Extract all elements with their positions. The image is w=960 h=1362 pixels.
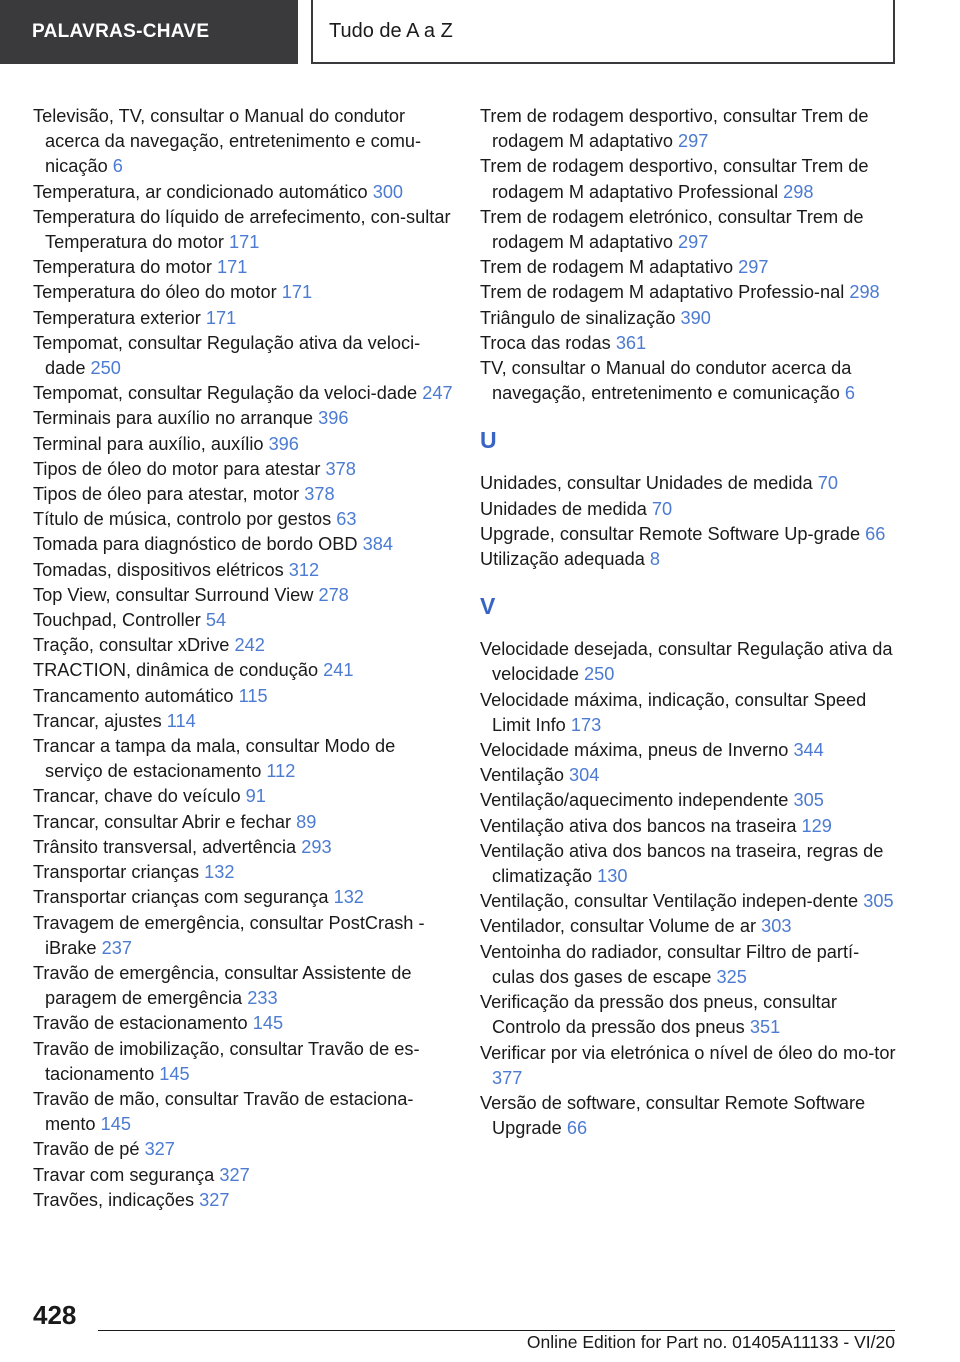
entry-page-link[interactable]: 129	[801, 815, 832, 836]
index-entry	[480, 471, 900, 496]
entry-page-link[interactable]: 361	[615, 332, 647, 353]
index-entry	[33, 583, 453, 608]
index-entry	[33, 205, 453, 255]
entry-term: Unidades de medida	[480, 498, 647, 519]
entry-term: Versão de software, consultar Remote Software Upgrade	[480, 1092, 866, 1139]
index-entry	[33, 255, 453, 280]
entry-term: Terminais para auxílio no arranque	[33, 408, 314, 429]
section-tab: PALAVRAS-CHAVE	[0, 0, 298, 64]
entry-page-link[interactable]: 293	[301, 836, 332, 857]
index-group-v	[480, 637, 900, 1141]
index-entry	[33, 658, 453, 683]
entry-term: Transportar crianças com segurança	[33, 887, 329, 908]
entry-page-link[interactable]: 327	[199, 1189, 230, 1210]
entry-term: Trancar a tampa da mala, consultar Modo de serviço de estacionamento	[33, 736, 396, 782]
entry-page-link[interactable]: 132	[204, 862, 235, 883]
entry-page-link[interactable]: 132	[333, 887, 364, 908]
entry-page-link[interactable]: 303	[761, 916, 792, 937]
entry-page-link[interactable]: 396	[268, 433, 299, 454]
entry-page-link[interactable]: 6	[112, 156, 123, 177]
entry-page-link[interactable]: 130	[597, 866, 628, 887]
index-entry	[33, 1188, 453, 1213]
index-entry	[480, 839, 900, 889]
entry-term: Travão de emergência, consultar Assistente de paragem de emergência	[33, 962, 412, 1009]
entry-term: Troca das rodas	[480, 332, 611, 353]
index-entry	[33, 709, 453, 734]
entry-term: Trancar, ajustes	[33, 710, 162, 731]
entry-page-link[interactable]: 6	[844, 383, 855, 404]
index-column-right	[480, 104, 900, 1141]
index-entry	[480, 255, 900, 280]
section-letter-v: V	[480, 593, 496, 620]
index-entry	[33, 885, 453, 910]
index-entry	[480, 889, 900, 914]
entry-page-link[interactable]: 173	[570, 714, 602, 735]
index-entry	[33, 306, 453, 331]
index-entry	[33, 835, 453, 860]
entry-page-link[interactable]: 171	[281, 282, 313, 303]
index-entry	[480, 547, 900, 572]
entry-term: Trem de rodagem desportivo, consultar Trem de rodagem M adaptativo	[480, 106, 869, 152]
index-entry	[480, 497, 900, 522]
entry-term: Tomadas, dispositivos elétricos	[33, 559, 284, 580]
entry-page-link[interactable]: 250	[584, 664, 615, 685]
index-entry	[33, 406, 453, 431]
entry-term: Tempomat, consultar Regulação ativa da veloci‐dade	[33, 332, 421, 379]
entry-term: Trem de rodagem M adaptativo Professio‐nal	[480, 282, 845, 303]
entry-page-link[interactable]: 8	[649, 549, 661, 570]
entry-page-link[interactable]: 377	[492, 1067, 523, 1088]
index-column-left	[33, 104, 453, 1213]
index-entry	[33, 532, 453, 557]
index-entry	[480, 1091, 900, 1141]
entry-term: Terminal para auxílio, auxílio	[33, 433, 264, 454]
entry-page-link[interactable]: 114	[166, 710, 196, 731]
entry-term: Tomada para diagnóstico de bordo OBD	[33, 534, 358, 555]
index-entry	[480, 990, 900, 1040]
section-letter-u: U	[480, 427, 497, 454]
entry-page-link[interactable]: 242	[234, 635, 265, 656]
index-entry	[480, 940, 900, 990]
index-entry	[33, 1087, 453, 1137]
index-entry	[480, 306, 900, 331]
index-entry	[480, 914, 900, 939]
entry-page-link[interactable]: 305	[793, 790, 824, 811]
entry-term: TV, consultar o Manual do condutor acerca da navegação, entretenimento e comunicação	[480, 358, 852, 404]
page-title: Tudo de A a Z	[311, 0, 895, 64]
entry-term: Trânsito transversal, advertência	[33, 836, 297, 857]
entry-page-link[interactable]: 278	[318, 584, 349, 605]
entry-term: Temperatura do óleo do motor	[33, 282, 277, 303]
entry-term: Trem de rodagem M adaptativo	[480, 257, 734, 278]
entry-page-link[interactable]: 305	[863, 891, 894, 912]
entry-page-link[interactable]: 115	[238, 685, 268, 706]
entry-term: Tipos de óleo do motor para atestar	[33, 458, 321, 479]
index-entry	[33, 331, 453, 381]
index-entry	[33, 1137, 453, 1162]
entry-term: Ventilação	[480, 765, 564, 786]
entry-page-link[interactable]: 297	[678, 131, 709, 152]
entry-page-link[interactable]: 145	[100, 1114, 131, 1135]
index-entry	[33, 482, 453, 507]
entry-term: Ventilação ativa dos bancos na traseira	[480, 815, 797, 836]
index-entry	[480, 356, 900, 406]
entry-term: Temperatura do motor	[33, 257, 212, 278]
entry-term: TRACTION, dinâmica de condução	[33, 660, 319, 681]
index-entry	[33, 457, 453, 482]
entry-page-link[interactable]: 237	[101, 937, 132, 958]
entry-page-link[interactable]: 297	[678, 232, 709, 253]
entry-term: Trem de rodagem eletrónico, consultar Trem de rodagem M adaptativo	[480, 206, 864, 253]
index-entry	[480, 331, 900, 356]
index-entry	[33, 961, 453, 1011]
entry-page-link[interactable]: 241	[323, 660, 354, 681]
entry-page-link[interactable]: 112	[266, 761, 296, 782]
index-entry	[33, 280, 453, 305]
entry-page-link[interactable]: 171	[217, 257, 248, 278]
entry-term: Top View, consultar Surround View	[33, 584, 314, 605]
entry-term: Trancar, chave do veículo	[33, 786, 241, 807]
entry-term: Verificação da pressão dos pneus, consultar Controlo da pressão dos pneus	[480, 992, 837, 1038]
index-entry	[33, 608, 453, 633]
entry-term: Temperatura do líquido de arrefecimento, con‐sultar Temperatura do motor	[33, 206, 451, 253]
index-entry	[480, 788, 900, 813]
entry-term: Upgrade, consultar Remote Software Up‐grade	[480, 523, 861, 544]
entry-page-link[interactable]: 304	[569, 765, 600, 786]
entry-page-link[interactable]: 233	[247, 988, 278, 1009]
entry-page-link[interactable]: 396	[318, 408, 349, 429]
entry-term: Velocidade desejada, consultar Regulação ativa da velocidade	[480, 639, 893, 685]
entry-page-link[interactable]: 250	[90, 358, 121, 379]
entry-page-link[interactable]: 54	[205, 610, 227, 631]
entry-page-link[interactable]: 390	[680, 307, 711, 328]
entry-term: Travar com segurança	[33, 1164, 215, 1185]
entry-term: Ventoinha do radiador, consultar Filtro de partí‐culas dos gases de escape	[480, 941, 860, 987]
entry-page-link[interactable]: 145	[159, 1063, 190, 1084]
entry-page-link[interactable]: 171	[229, 232, 260, 253]
entry-term: Travagem de emergência, consultar PostCrash - iBrake	[33, 912, 425, 958]
index-entry	[33, 784, 453, 809]
index-entry	[33, 684, 453, 709]
entry-term: Temperatura, ar condicionado automático	[33, 181, 368, 202]
entry-page-link[interactable]: 378	[304, 484, 335, 505]
entry-term: Ventilação ativa dos bancos na traseira, regras de climatização	[480, 840, 884, 887]
entry-page-link[interactable]: 145	[252, 1013, 284, 1034]
index-entry	[33, 1011, 453, 1036]
index-entry	[480, 763, 900, 788]
entry-page-link[interactable]: 89	[296, 811, 317, 832]
entry-term: Travões, indicações	[33, 1189, 195, 1210]
index-entry	[33, 911, 453, 961]
entry-term: Temperatura exterior	[33, 307, 201, 328]
entry-term: Tipos de óleo para atestar, motor	[33, 484, 300, 505]
entry-term: Ventilador, consultar Volume de ar	[480, 916, 757, 937]
entry-page-link[interactable]: 298	[783, 181, 814, 202]
index-group-u	[480, 471, 900, 572]
entry-term: Utilização adequada	[480, 549, 645, 570]
entry-term: Travão de mão, consultar Travão de estaciona‐mento	[33, 1088, 414, 1135]
index-entry	[480, 522, 900, 547]
entry-term: Tempomat, consultar Regulação da veloci‐dade	[33, 383, 418, 404]
entry-page-link[interactable]: 312	[288, 559, 320, 580]
index-entry	[33, 860, 453, 885]
entry-page-link[interactable]: 327	[144, 1139, 175, 1160]
entry-term: Título de música, controlo por gestos	[33, 509, 332, 530]
entry-term: Velocidade máxima, pneus de Inverno	[480, 740, 789, 761]
index-entry	[480, 1041, 900, 1091]
index-entry	[33, 633, 453, 658]
entry-term: Unidades, consultar Unidades de medida	[480, 473, 813, 494]
index-entry	[480, 154, 900, 204]
index-entry	[480, 688, 900, 738]
entry-page-link[interactable]: 70	[817, 473, 838, 494]
entry-page-link[interactable]: 171	[205, 307, 237, 328]
index-entry	[33, 1163, 453, 1188]
entry-page-link[interactable]: 351	[749, 1017, 781, 1038]
entry-page-link[interactable]: 298	[849, 282, 880, 303]
entry-term: Trancar, consultar Abrir e fechar	[33, 811, 292, 832]
index-entry	[480, 205, 900, 255]
entry-page-link[interactable]: 344	[793, 740, 824, 761]
entry-term: Travão de estacionamento	[33, 1013, 248, 1034]
entry-term: Transportar crianças	[33, 862, 200, 883]
entry-term: Trem de rodagem desportivo, consultar Trem de rodagem M adaptativo Professional	[480, 156, 869, 202]
index-entry	[480, 814, 900, 839]
entry-page-link[interactable]: 66	[865, 523, 886, 544]
entry-term: Triângulo de sinalização	[480, 307, 676, 328]
index-entry	[33, 507, 453, 532]
footer-divider	[98, 1330, 895, 1331]
entry-page-link[interactable]: 247	[422, 383, 453, 404]
entry-term: Travão de imobilização, consultar Travão de es‐tacionamento	[33, 1038, 420, 1084]
entry-term: Trancamento automático	[33, 685, 234, 706]
index-entry	[480, 280, 900, 305]
entry-term: Touchpad, Controller	[33, 610, 201, 631]
entry-term: Verificar por via eletrónica o nível de óleo do mo‐tor	[480, 1042, 896, 1063]
index-entry	[33, 810, 453, 835]
entry-page-link[interactable]: 66	[566, 1118, 588, 1139]
entry-term: Ventilação, consultar Ventilação indepen‐dente	[480, 891, 859, 912]
index-group-t-continued	[480, 104, 900, 406]
entry-term: Ventilação/aquecimento independente	[480, 790, 789, 811]
entry-page-link[interactable]: 300	[372, 181, 404, 202]
entry-page-link[interactable]: 378	[325, 458, 356, 479]
index-entry	[33, 558, 453, 583]
entry-page-link[interactable]: 384	[362, 534, 393, 555]
index-entry	[33, 381, 453, 406]
entry-page-link[interactable]: 297	[738, 257, 769, 278]
edition-footer: Online Edition for Part no. 01405A11133 - VI/20	[526, 1332, 895, 1352]
index-entry	[480, 637, 900, 687]
index-entry	[480, 104, 900, 154]
entry-term: Travão de pé	[33, 1139, 140, 1160]
entry-page-link[interactable]: 63	[336, 509, 357, 530]
entry-page-link[interactable]: 325	[716, 966, 747, 987]
entry-page-link[interactable]: 327	[219, 1164, 250, 1185]
index-entry	[33, 1037, 453, 1087]
index-entry	[480, 738, 900, 763]
index-entry	[33, 734, 453, 784]
entry-term: Velocidade máxima, indicação, consultar Speed Limit Info	[480, 689, 867, 735]
entry-page-link[interactable]: 91	[245, 786, 266, 807]
index-entry	[33, 104, 453, 180]
entry-term: Televisão, TV, consultar o Manual do condutor acerca da navegação, entretenimento e comu‐nicação	[33, 106, 422, 177]
index-entry	[33, 180, 453, 205]
entry-term: Tração, consultar xDrive	[33, 635, 230, 656]
entry-page-link[interactable]: 70	[651, 498, 673, 519]
page-number: 428	[33, 1300, 77, 1330]
index-entry	[33, 432, 453, 457]
